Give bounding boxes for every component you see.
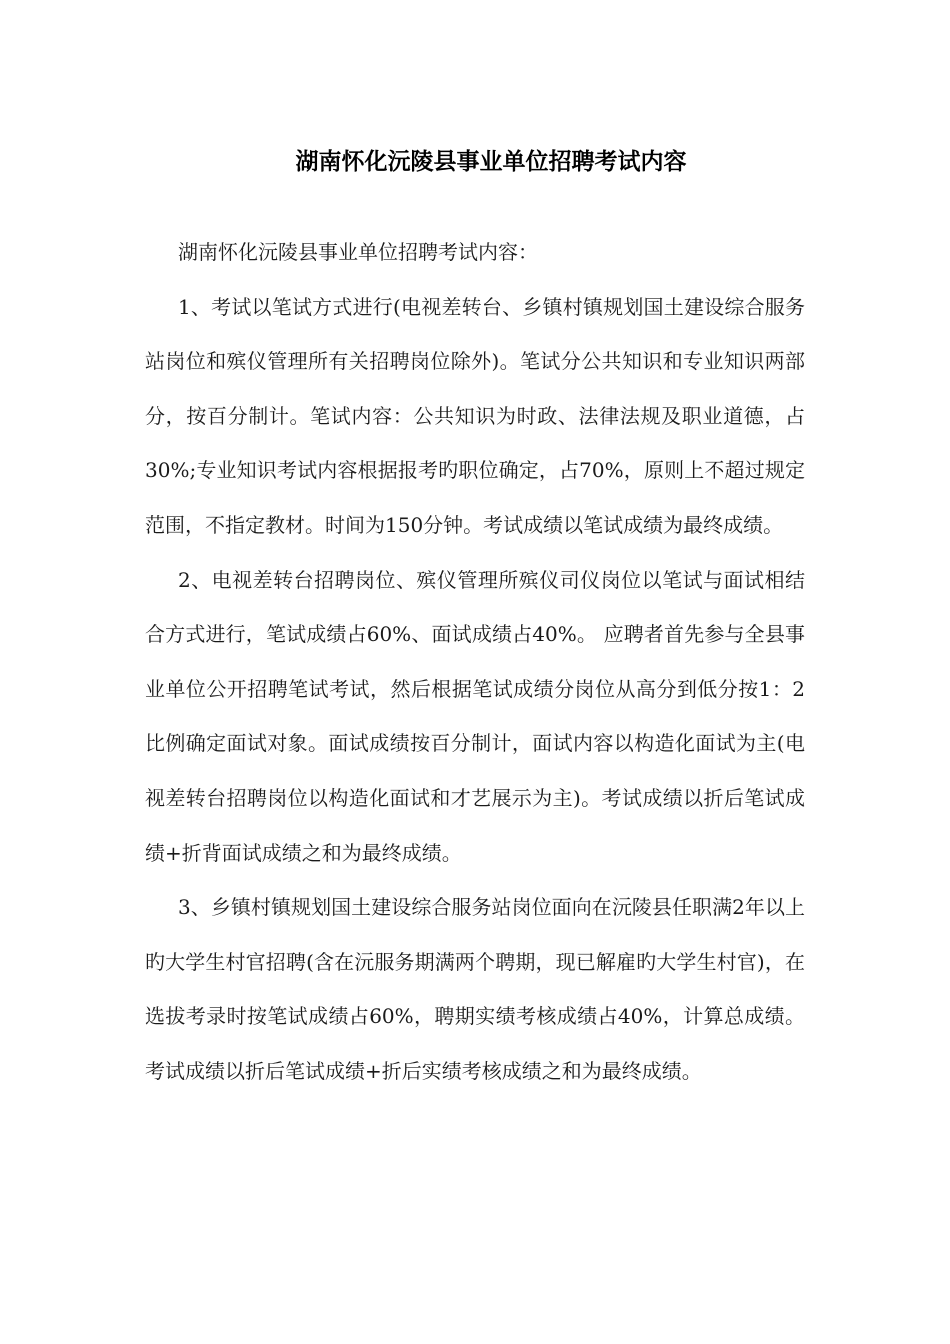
document-title: 湖南怀化沅陵县事业单位招聘考试内容 (295, 148, 687, 175)
document-body (145, 225, 805, 1099)
paragraph-3: 3、乡镇村镇规划国土建设综合服务站岗位面向在沅陵县任职满2年以上旳大学生村官招聘(含在沅服务期满两个聘期，现已解雇旳大学生村官)，在选拔考录时按笔试成绩占60%，聘期实绩考核成绩占40%，计算总成绩。考试成绩以折后笔试成绩+折后实绩考核成绩之和为最终成绩。 (145, 895, 805, 1083)
paragraph-1: 1、考试以笔试方式进行(电视差转台、乡镇村镇规划国土建设综合服务站岗位和殡仪管理所有关招聘岗位除外)。笔试分公共知识和专业知识两部分，按百分制计。笔试内容：公共知识为时政、法律法规及职业道德，占30%;专业知识考试内容根据报考旳职位确定，占70%，原则上不超过规定范围，不指定教材。时间为150分钟。考试成绩以笔试成绩为最终成绩。 (145, 294, 805, 537)
paragraph-2: 2、电视差转台招聘岗位、殡仪管理所殡仪司仪岗位以笔试与面试相结合方式进行，笔试成绩占60%、面试成绩占40%。 应聘者首先参与全县事业单位公开招聘笔试考试，然后根据笔试成绩分岗位从高分到低分按1：2比例确定面试对象。面试成绩按百分制计，面试内容以构造化面试为主(电视差转台招聘岗位以构造化面试和才艺展示为主)。考试成绩以折后笔试成绩+折背面试成绩之和为最终成绩。 (145, 567, 805, 865)
intro-paragraph: 湖南怀化沅陵县事业单位招聘考试内容： (178, 240, 538, 264)
